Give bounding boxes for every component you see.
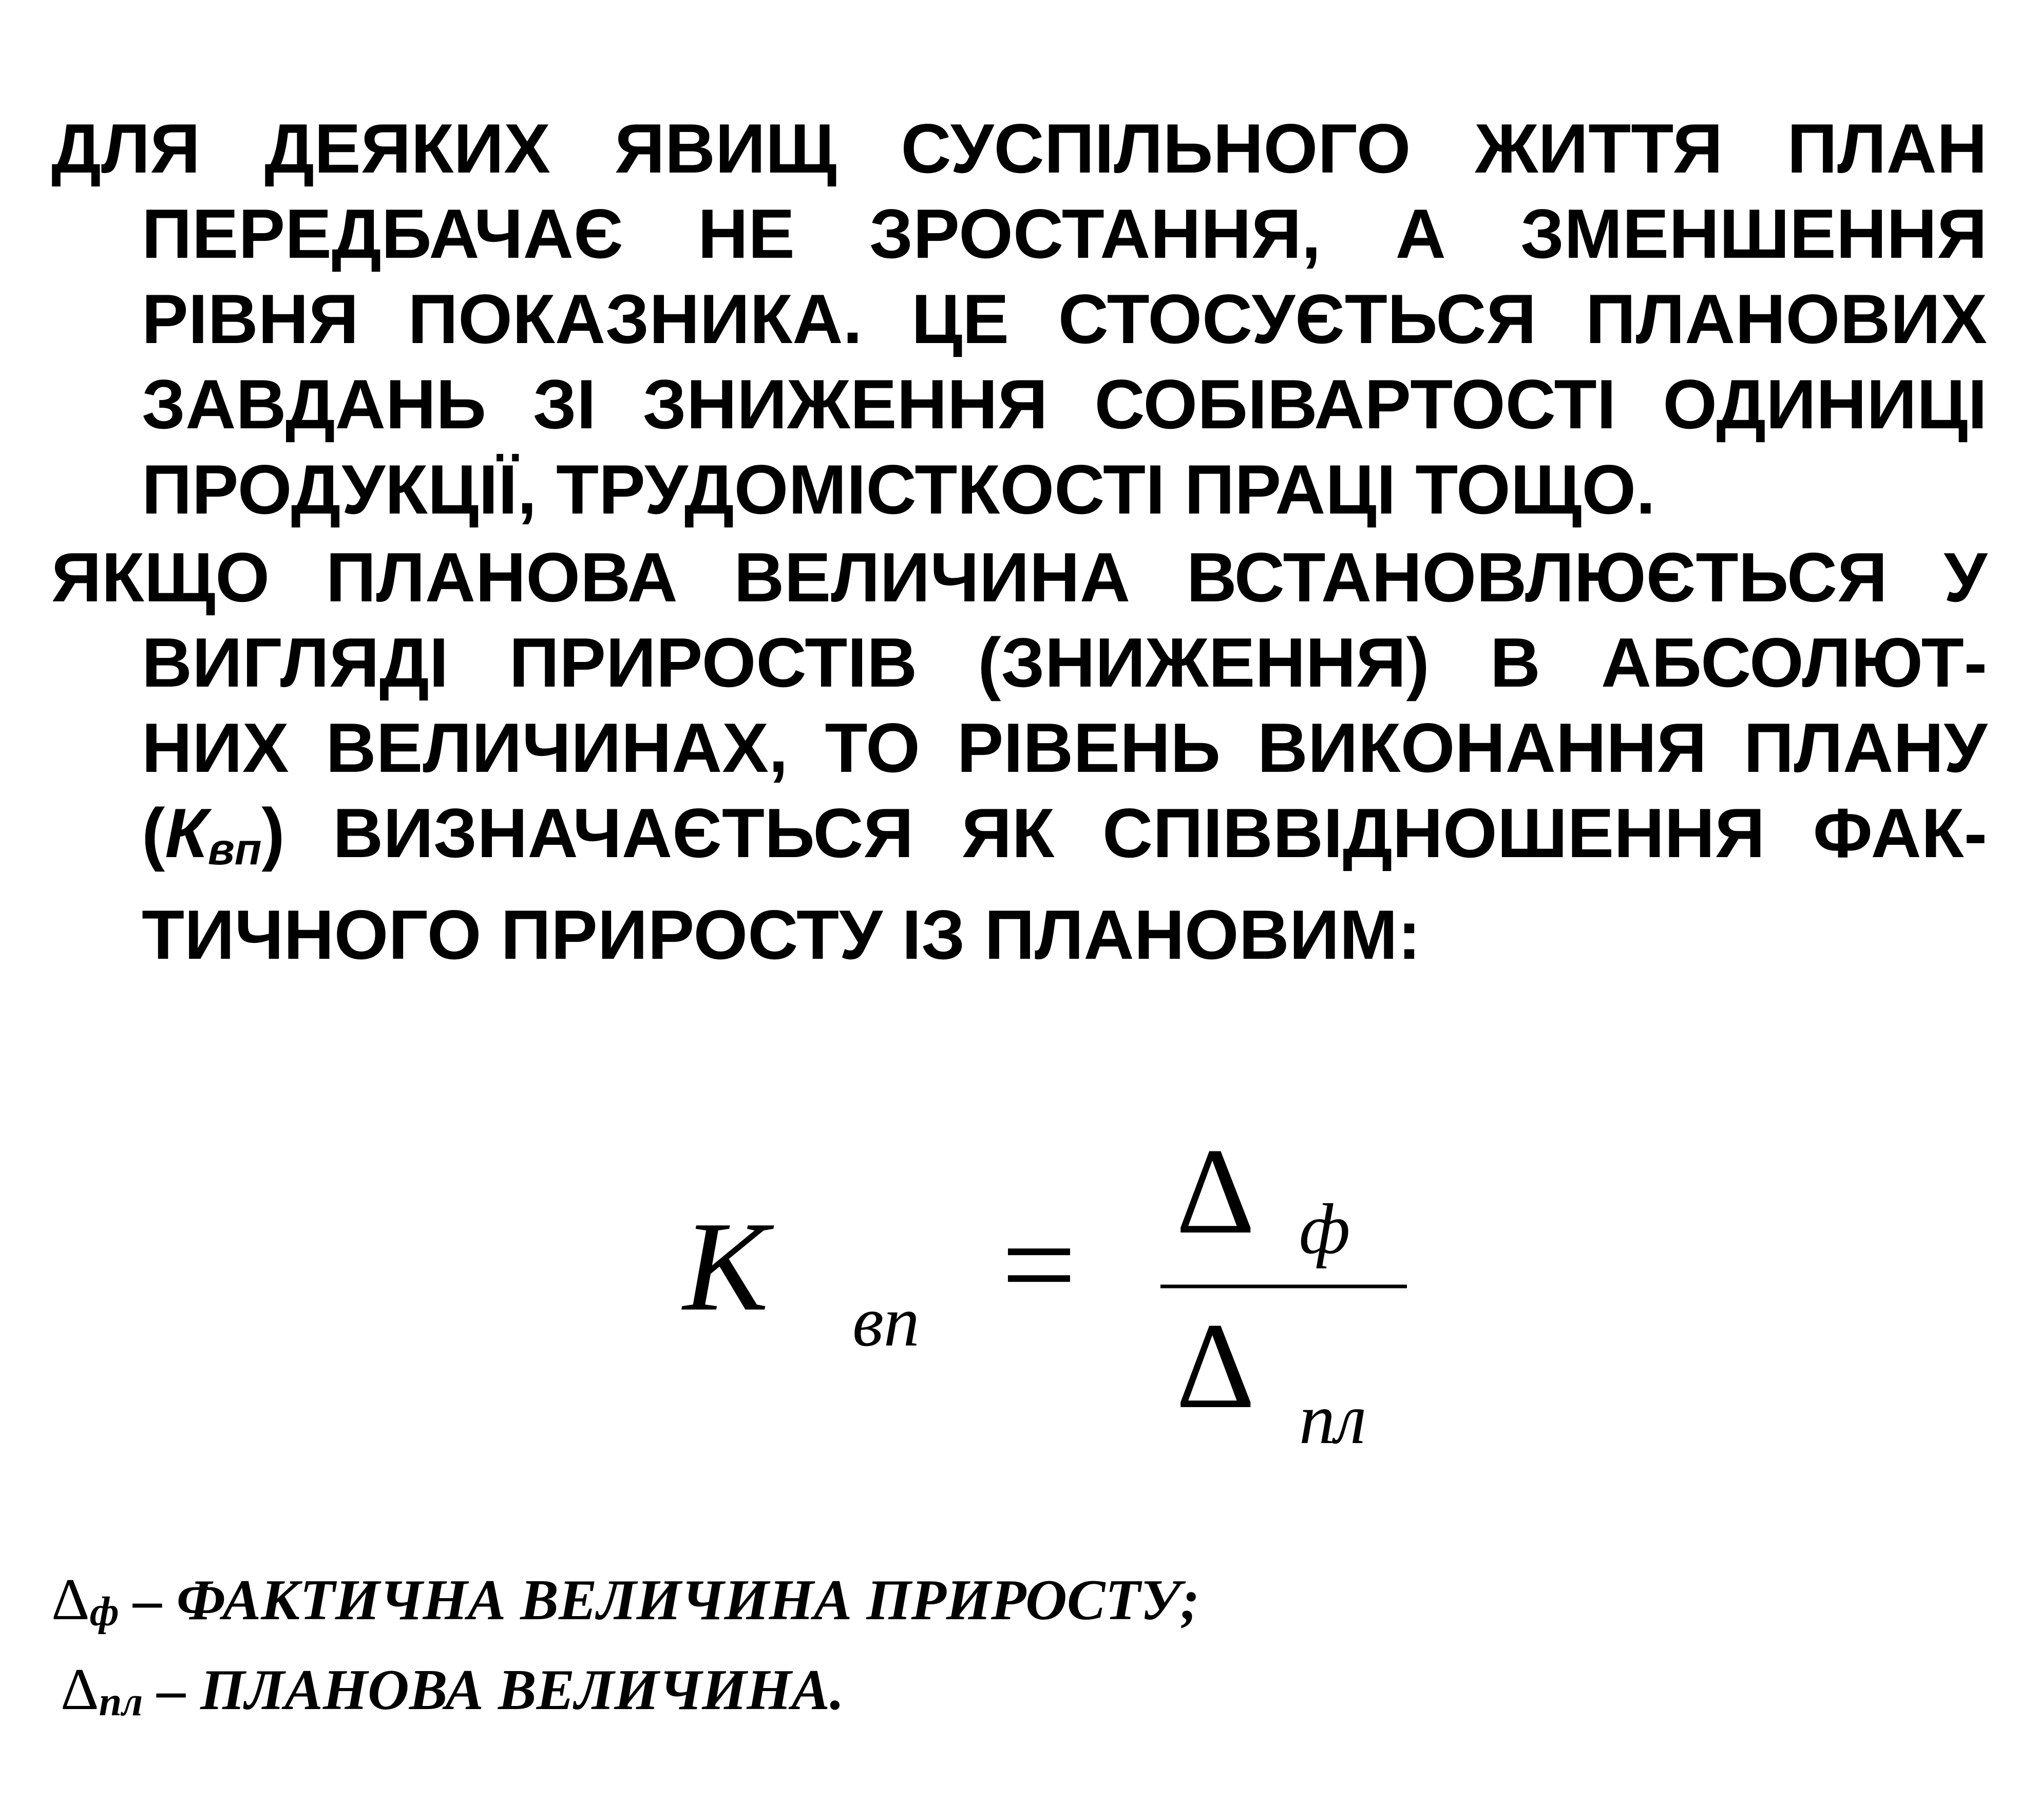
legend-actual-increment [51,1566,1199,1645]
paragraph-line: ДЛЯ ДЕЯКИХ ЯВИЩ СУСПІЛЬНОГО ЖИТТЯ ПЛАН [51,109,1987,187]
legend-subscript: пл [99,1679,143,1724]
legend-text: – ПЛАНОВА ВЕЛИЧИНА. [143,1658,845,1722]
formula-lhs-symbol: К [683,1196,769,1338]
paragraph-line: ЗАВДАНЬ ЗІ ЗНИЖЕННЯ СОБІВАРТОСТІ ОДИНИЦІ [142,365,1987,443]
paragraph-line: ПРОДУКЦІЇ, ТРУДОМІСТКОСТІ ПРАЦІ ТОЩО. [142,450,1655,528]
legend-delta-symbol: Δ [51,1567,90,1633]
paragraph-absolute-increments [51,535,1987,977]
paragraph-line: ЯКЩО ПЛАНОВА ВЕЛИЧИНА ВСТАНОВЛЮЄТЬСЯ У [51,538,1987,616]
paragraph-line: НИХ ВЕЛИЧИНАХ, ТО РІВЕНЬ ВИКОНАННЯ ПЛАНУ [142,709,1987,787]
formula-svg [683,1123,1453,1474]
paragraph-line: ВИГЛЯДІ ПРИРОСТІВ (ЗНИЖЕННЯ) В АБСОЛЮТ- [142,623,1987,702]
paragraph-line: ТИЧНОГО ПРИРОСТУ ІЗ ПЛАНОВИМ: [142,896,1421,974]
kvp-symbol-subscript: вп [207,825,262,874]
paragraph-plan-decrease [51,106,1987,532]
formula-kvp [683,1123,1453,1474]
open-paren: ( [142,794,165,872]
formula-lhs-subscript: вп [852,1282,920,1361]
kvp-symbol-letter: К [165,794,208,872]
legend-delta-symbol: Δ [61,1657,99,1722]
formula-equals: = [1001,1191,1077,1339]
formula-numerator-subscript: ф [1299,1189,1350,1269]
kvp-line-rest: ) ВИЗНАЧАЄТЬСЯ ЯК СПІВВІДНОШЕННЯ ФАК- [261,794,1987,872]
formula-numerator-delta: Δ [1176,1123,1255,1259]
formula-denominator-subscript: пл [1299,1379,1367,1459]
kvp-symbol [165,794,261,872]
formula-denominator-delta: Δ [1176,1297,1255,1434]
legend-text: – ФАКТИЧНА ВЕЛИЧИНА ПРИРОСТУ; [119,1568,1200,1632]
legend-subscript: ф [89,1589,119,1635]
legend-planned-value [61,1656,844,1735]
paragraph-line: ПЕРЕДБАЧАЄ НЕ ЗРОСТАННЯ, А ЗМЕНШЕННЯ [142,195,1987,273]
paragraph-line: РІВНЯ ПОКАЗНИКА. ЦЕ СТОСУЄТЬСЯ ПЛАНОВИХ [142,280,1987,358]
paragraph-line-kvp [51,790,1987,892]
